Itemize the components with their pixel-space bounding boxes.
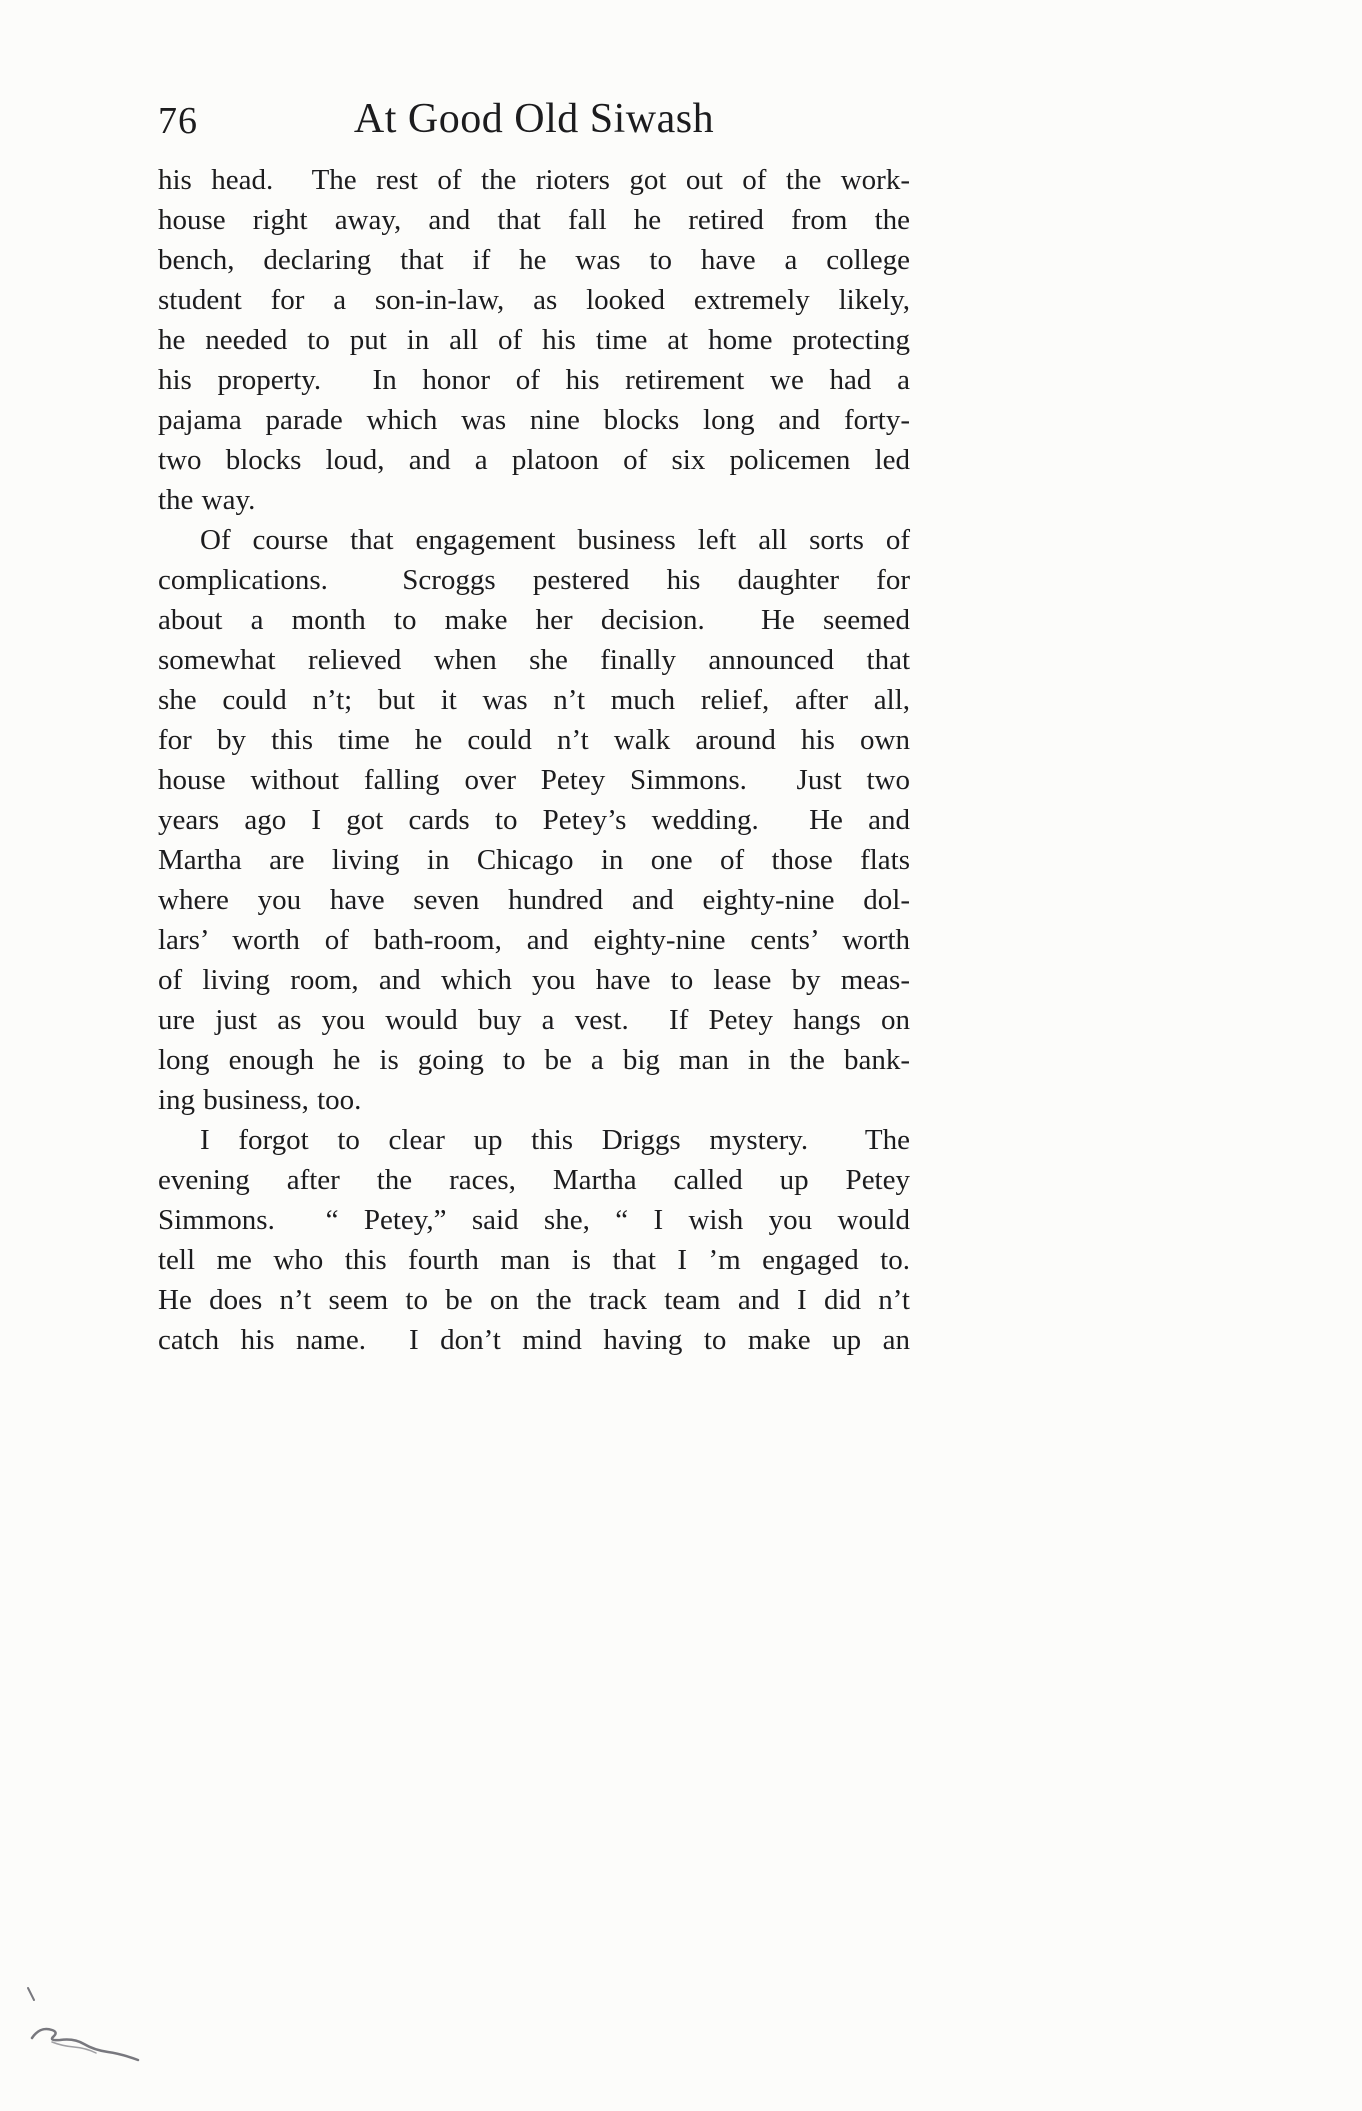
text-line: complications. Scroggs pestered his daughter for xyxy=(158,564,910,596)
text-line: evening after the races, Martha called up Petey xyxy=(158,1164,910,1196)
text-line: ure just as you would buy a vest. If Petey hangs on xyxy=(158,1004,910,1036)
text-line: house without falling over Petey Simmons. Just two xyxy=(158,764,910,796)
text-line: I forgot to clear up this Driggs mystery. The xyxy=(200,1124,910,1156)
text-line: long enough he is going to be a big man in the bank- xyxy=(158,1044,910,1076)
page-header xyxy=(158,95,910,147)
text-line: the way. xyxy=(158,484,256,516)
page-body xyxy=(158,160,910,1360)
page-number: 76 xyxy=(158,100,198,142)
text-line: ing business, too. xyxy=(158,1084,362,1116)
text-line: his property. In honor of his retirement we had a xyxy=(158,364,910,396)
smudge-icon xyxy=(18,1980,158,2080)
text-line: pajama parade which was nine blocks long and forty- xyxy=(158,404,910,436)
text-line: he needed to put in all of his time at home protecting xyxy=(158,324,910,356)
text-line: she could n’t; but it was n’t much relief, after all, xyxy=(158,684,910,716)
text-line: years ago I got cards to Petey’s wedding. He and xyxy=(158,804,910,836)
text-line: lars’ worth of bath-room, and eighty-nine cents’ worth xyxy=(158,924,910,956)
text-line: house right away, and that fall he retired from the xyxy=(158,204,910,236)
text-line: where you have seven hundred and eighty-nine dol- xyxy=(158,884,910,916)
text-line: somewhat relieved when she finally announced that xyxy=(158,644,910,676)
text-line: of living room, and which you have to lease by meas- xyxy=(158,964,910,996)
text-line: Martha are living in Chicago in one of those flats xyxy=(158,844,910,876)
scan-artifact-mark xyxy=(18,1980,158,2080)
text-line: Of course that engagement business left all sorts of xyxy=(200,524,910,556)
running-title: At Good Old Siwash xyxy=(353,96,715,142)
text-line: two blocks loud, and a platoon of six policemen led xyxy=(158,444,910,476)
text-line: his head. The rest of the rioters got out of the work- xyxy=(158,164,910,196)
text-line: tell me who this fourth man is that I ’m engaged to. xyxy=(158,1244,910,1276)
text-line: student for a son-in-law, as looked extremely likely, xyxy=(158,284,910,316)
text-line: about a month to make her decision. He seemed xyxy=(158,604,910,636)
text-line: bench, declaring that if he was to have a college xyxy=(158,244,910,276)
text-line: Simmons. “ Petey,” said she, “ I wish you would xyxy=(158,1204,910,1236)
text-line: for by this time he could n’t walk around his own xyxy=(158,724,910,756)
text-line: He does n’t seem to be on the track team and I did n’t xyxy=(158,1284,910,1316)
text-line: catch his name. I don’t mind having to make up an xyxy=(158,1324,910,1356)
